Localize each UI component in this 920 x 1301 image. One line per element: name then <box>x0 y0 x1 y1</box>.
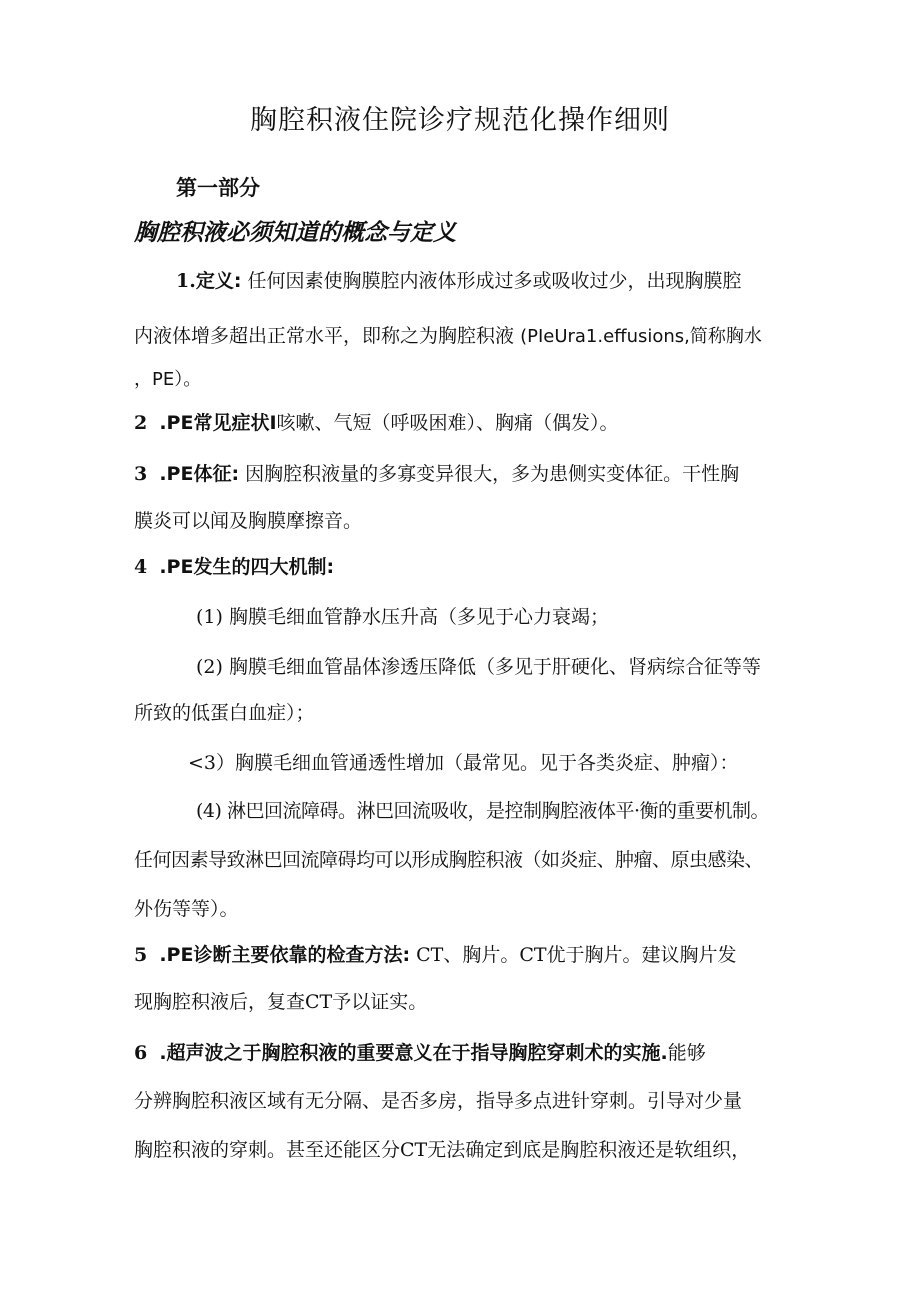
item-3-line-2: 膜炎可以闻及胸膜摩擦音。 <box>134 510 363 532</box>
item-4-sub-2b: 所致的低蛋白血症）； <box>134 702 315 724</box>
item-3-text: 因胸腔积液量的多寡变异很大，多为患侧实变体征。干性胸 <box>245 463 740 485</box>
item-2-text: 咳嗽、气短（呼吸困难）、胸痛（偶发）。 <box>276 412 619 434</box>
item-4-sub-3: <3）胸膜毛细血管通透性增加（最常见。见于各类炎症、肿瘤）： <box>188 752 739 774</box>
item-3-number: 3 <box>134 463 148 485</box>
item-5-heading: .PE诊断主要依靠的检查方法: <box>159 944 411 966</box>
item-1-text-2a: 内液体增多超出正常水平，即称之为胸腔积液 <box>134 325 515 347</box>
item-4-line-1 <box>134 553 334 581</box>
item-6-heading: .超声波之于胸腔积液的重要意义在于指导胸腔穿刺术的实施. <box>159 1042 668 1064</box>
item-1-line-2 <box>134 322 762 351</box>
section-subtitle: 胸腔积液必须知道的概念与定义 <box>134 220 456 246</box>
item-1-number: 1. <box>176 270 196 292</box>
item-4-sub-2a: (2) 胸膜毛细血管晶体渗透压降低（多见于肝硬化、肾病综合征等等 <box>196 656 761 678</box>
item-1-heading: 定义: <box>195 270 242 292</box>
item-4-number: 4 <box>134 556 148 578</box>
item-2-heading: .PE常见症状I <box>159 412 277 434</box>
item-1-line-1 <box>176 267 742 295</box>
item-6-line-2: 分辨胸腔积液区域有无分隔、是否多房，指导多点进针穿刺。引导对少量 <box>134 1090 743 1112</box>
item-1-text-2b: (PIeUra1.effusions,简称胸水 <box>520 326 762 347</box>
item-3-line-1 <box>134 460 739 488</box>
item-5-number: 5 <box>134 944 148 966</box>
item-5-text: CT、胸片。CT优于胸片。建议胸片发 <box>416 944 737 966</box>
item-3-heading: .PE体征: <box>159 463 240 485</box>
part-heading: 第一部分 <box>176 176 260 200</box>
item-6-text: 能够 <box>667 1042 706 1064</box>
item-6-line-3: 胸腔积液的穿刺。甚至还能区分CT无法确定到底是胸腔积液还是软组织， <box>134 1139 751 1161</box>
item-4-sub-1: (1) 胸膜毛细血管静水压升高（多见于心力衰竭； <box>196 606 609 628</box>
document-title: 胸腔积液住院诊疗规范化操作细则 <box>250 105 670 136</box>
item-6-line-1 <box>134 1039 706 1067</box>
item-4-sub-4a: (4) 淋巴回流障碍。淋巴回流吸收，是控制胸腔液体平·衡的重要机制。 <box>196 800 769 822</box>
item-4-sub-4c: 外伤等等）。 <box>134 898 239 920</box>
item-6-number: 6 <box>134 1042 148 1064</box>
item-4-heading: .PE发生的四大机制: <box>159 556 335 578</box>
item-5-line-2: 现胸腔积液后，复查CT予以证实。 <box>134 991 428 1013</box>
item-1-line-3: ，PE）。 <box>134 369 202 390</box>
item-2-line-1 <box>134 409 619 437</box>
item-5-line-1 <box>134 941 737 969</box>
item-1-text: 任何因素使胸膜腔内液体形成过多或吸收过少，出现胸膜腔 <box>247 270 742 292</box>
item-4-sub-4b: 任何因素导致淋巴回流障碍均可以形成胸腔积液（如炎症、肿瘤、原虫感染、 <box>134 849 764 871</box>
item-2-number: 2 <box>134 412 148 434</box>
